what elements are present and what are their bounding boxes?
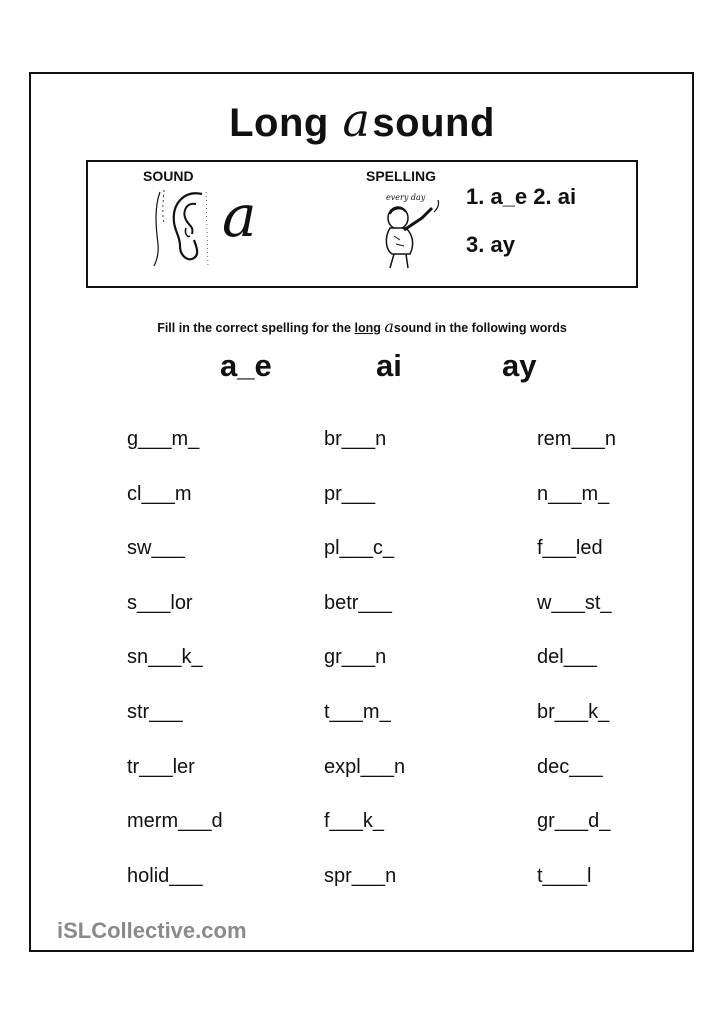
word-item: sn___k_ <box>127 646 203 669</box>
header-ai: ai <box>376 348 402 383</box>
word-item: t____l <box>537 864 592 887</box>
word-item: holid___ <box>127 864 203 887</box>
word-item: gr___n <box>324 646 387 669</box>
spelling-options-line2: 3. ay <box>466 232 515 257</box>
page-title: Long asound <box>229 93 495 147</box>
word-item: spr___n <box>324 864 397 887</box>
word-item: br___n <box>324 428 387 450</box>
word-item: pl___c_ <box>324 537 395 560</box>
footer-watermark: iSLCollective.com <box>57 918 247 943</box>
sound-spelling-box <box>86 160 638 288</box>
word-item: s___lor <box>127 591 193 614</box>
word-item: g___m_ <box>127 428 200 450</box>
word-item: del___ <box>537 646 598 669</box>
instruction-text: Fill in the correct spelling for the long asound in the following words <box>157 317 567 336</box>
ear-illustration <box>150 188 212 268</box>
title-script-letter: a <box>342 93 371 147</box>
header-a-e: a_e <box>220 348 272 383</box>
word-item: f___led <box>537 537 603 560</box>
word-item: t___m_ <box>324 701 391 723</box>
word-item: tr___ler <box>127 755 195 778</box>
word-item: cl___m <box>127 482 192 505</box>
word-item: br___k_ <box>537 701 610 723</box>
child-writing-illustration <box>376 188 446 270</box>
word-item: pr___ <box>324 482 376 505</box>
word-item: merm___d <box>127 810 223 833</box>
word-item: sw___ <box>127 537 185 560</box>
word-item: dec___ <box>537 755 603 778</box>
word-item: gr___d_ <box>537 810 611 833</box>
word-item: str___ <box>127 701 183 723</box>
svg-text:every day: every day <box>386 193 426 202</box>
word-item: n___m_ <box>537 482 610 505</box>
word-item: rem___n <box>537 428 616 450</box>
header-ay: ay <box>502 348 537 383</box>
spelling-options-line1: 1. a_e 2. ai <box>466 184 577 209</box>
sound-label: SOUND <box>143 168 194 184</box>
spelling-label: SPELLING <box>366 168 437 184</box>
word-item: w___st_ <box>537 591 612 614</box>
word-item: f___k_ <box>324 810 385 833</box>
word-item: expl___n <box>324 755 406 778</box>
word-item: betr___ <box>324 591 392 614</box>
sound-letter: a <box>222 182 257 250</box>
